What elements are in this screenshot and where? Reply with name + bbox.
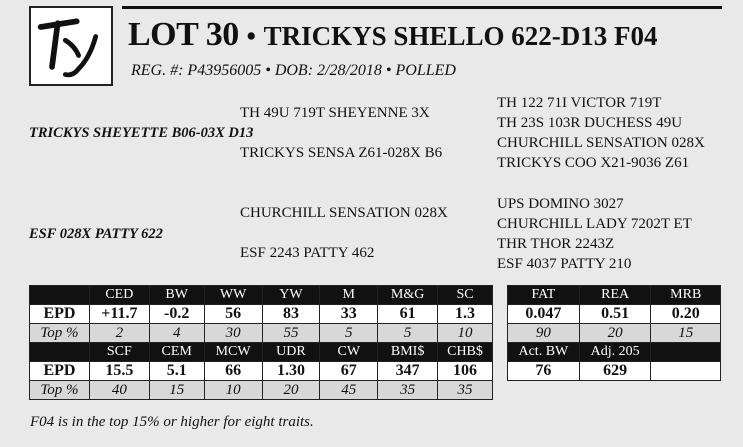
rank-cell: 55 <box>262 324 320 343</box>
sire: TRICKYS SHEYETTE B06-03X D13 <box>29 125 254 141</box>
great-grandparent-4: TRICKYS COO X21-9036 Z61 <box>497 155 690 171</box>
header-cell: CW <box>320 343 378 362</box>
great-grandparent-3: CHURCHILL SENSATION 028X <box>497 135 705 151</box>
rank-cell: 45 <box>320 381 378 400</box>
weights-header-row <box>508 343 721 362</box>
rank-cell: 10 <box>438 324 493 343</box>
great-grandparent-5: UPS DOMINO 3027 <box>497 196 624 212</box>
epd-cell: 33 <box>320 305 378 324</box>
row-label: EPD <box>30 362 90 381</box>
rank-cell: 2 <box>89 324 149 343</box>
header-cell: FAT <box>508 286 580 305</box>
header-cell: M&G <box>378 286 438 305</box>
rank-cell: 30 <box>204 324 262 343</box>
rank-cell: 35 <box>378 381 438 400</box>
row-label: Top % <box>30 381 90 400</box>
rank-cell: 35 <box>438 381 493 400</box>
rank-cell: 40 <box>89 381 149 400</box>
rank-cell: 90 <box>508 324 580 343</box>
rank-cell: 10 <box>204 381 262 400</box>
header-cell: CEM <box>149 343 204 362</box>
top-percent-row <box>30 324 493 343</box>
ty-brand-icon <box>31 8 111 84</box>
epd-cell: 15.5 <box>89 362 149 381</box>
epd-value-row <box>30 362 493 381</box>
rank-cell: 4 <box>149 324 204 343</box>
epd-cell: 5.1 <box>149 362 204 381</box>
header-rule <box>122 6 722 9</box>
header-cell: CHB$ <box>438 343 493 362</box>
header-cell: YW <box>262 286 320 305</box>
rank-cell: 5 <box>320 324 378 343</box>
header-corner <box>30 286 90 305</box>
header-corner <box>30 343 90 362</box>
great-grandparent-7: THR THOR 2243Z <box>497 236 615 252</box>
weight-cell-empty <box>651 362 721 381</box>
registration-line <box>131 62 456 80</box>
epd-header-row <box>30 343 493 362</box>
sire-dam: TRICKYS SENSA Z61-028X B6 <box>240 145 443 161</box>
header-cell: SC <box>438 286 493 305</box>
epd-cell: 1.30 <box>262 362 320 381</box>
reg-number: REG. #: P43956005 <box>131 62 262 79</box>
header-cell: M <box>320 286 378 305</box>
dam-dam: ESF 2243 PATTY 462 <box>240 245 375 261</box>
carcass-header-row <box>508 286 721 305</box>
epd-cell: 106 <box>438 362 493 381</box>
header-cell: WW <box>204 286 262 305</box>
header-cell: UDR <box>262 343 320 362</box>
title-bullet: • <box>246 21 256 51</box>
row-label: Top % <box>30 324 90 343</box>
dam-sire: CHURCHILL SENSATION 028X <box>240 205 448 221</box>
epd-cell: 61 <box>378 305 438 324</box>
weights-value-row <box>508 362 721 381</box>
epd-header-row <box>30 286 493 305</box>
top-percent-row <box>30 381 493 400</box>
lot-title <box>128 16 657 54</box>
row-label: EPD <box>30 305 90 324</box>
carcass-epd-table <box>507 285 721 381</box>
animal-name: TRICKYS SHELLO 622-D13 F04 <box>263 21 658 51</box>
epd-value-row <box>30 305 493 324</box>
epd-cell: 67 <box>320 362 378 381</box>
weight-cell: 76 <box>508 362 580 381</box>
header-cell: BW <box>149 286 204 305</box>
carcass-top-row <box>508 324 721 343</box>
epd-cell: +11.7 <box>89 305 149 324</box>
sep-2: • <box>385 62 392 79</box>
header-cell: CED <box>89 286 149 305</box>
header-cell: MRB <box>651 286 721 305</box>
header-cell-empty <box>651 343 721 362</box>
rank-cell: 15 <box>651 324 721 343</box>
ranch-logo <box>29 6 113 86</box>
epd-cell: 56 <box>204 305 262 324</box>
great-grandparent-1: TH 122 71I VICTOR 719T <box>497 95 662 111</box>
sep-1: • <box>265 62 271 79</box>
rank-cell: 5 <box>378 324 438 343</box>
great-grandparent-2: TH 23S 103R DUCHESS 49U <box>497 115 683 131</box>
header-cell: Adj. 205 <box>579 343 651 362</box>
rank-cell: 20 <box>262 381 320 400</box>
dam: ESF 028X PATTY 622 <box>29 226 163 242</box>
epd-cell: 66 <box>204 362 262 381</box>
header-cell: Act. BW <box>508 343 580 362</box>
epd-cell: 0.20 <box>651 305 721 324</box>
footnote: F04 is in the top 15% or higher for eight traits. <box>30 414 314 430</box>
polled-status: POLLED <box>395 62 456 79</box>
header-cell: BMI$ <box>378 343 438 362</box>
rank-cell: 20 <box>579 324 651 343</box>
epd-table-growth <box>29 285 493 400</box>
epd-cell: 1.3 <box>438 305 493 324</box>
epd-cell: 0.51 <box>579 305 651 324</box>
epd-cell: 0.047 <box>508 305 580 324</box>
dob: DOB: 2/28/2018 <box>274 62 382 79</box>
great-grandparent-6: CHURCHILL LADY 7202T ET <box>497 216 692 232</box>
header-cell: MCW <box>204 343 262 362</box>
epd-cell: 347 <box>378 362 438 381</box>
great-grandparent-8: ESF 4037 PATTY 210 <box>497 256 632 272</box>
lot-number: LOT 30 <box>128 16 239 53</box>
sire-sire: TH 49U 719T SHEYENNE 3X <box>240 105 430 121</box>
epd-cell: 83 <box>262 305 320 324</box>
epd-cell: -0.2 <box>149 305 204 324</box>
carcass-value-row <box>508 305 721 324</box>
header-cell: REA <box>579 286 651 305</box>
rank-cell: 15 <box>149 381 204 400</box>
header-cell: SCF <box>89 343 149 362</box>
weight-cell: 629 <box>579 362 651 381</box>
